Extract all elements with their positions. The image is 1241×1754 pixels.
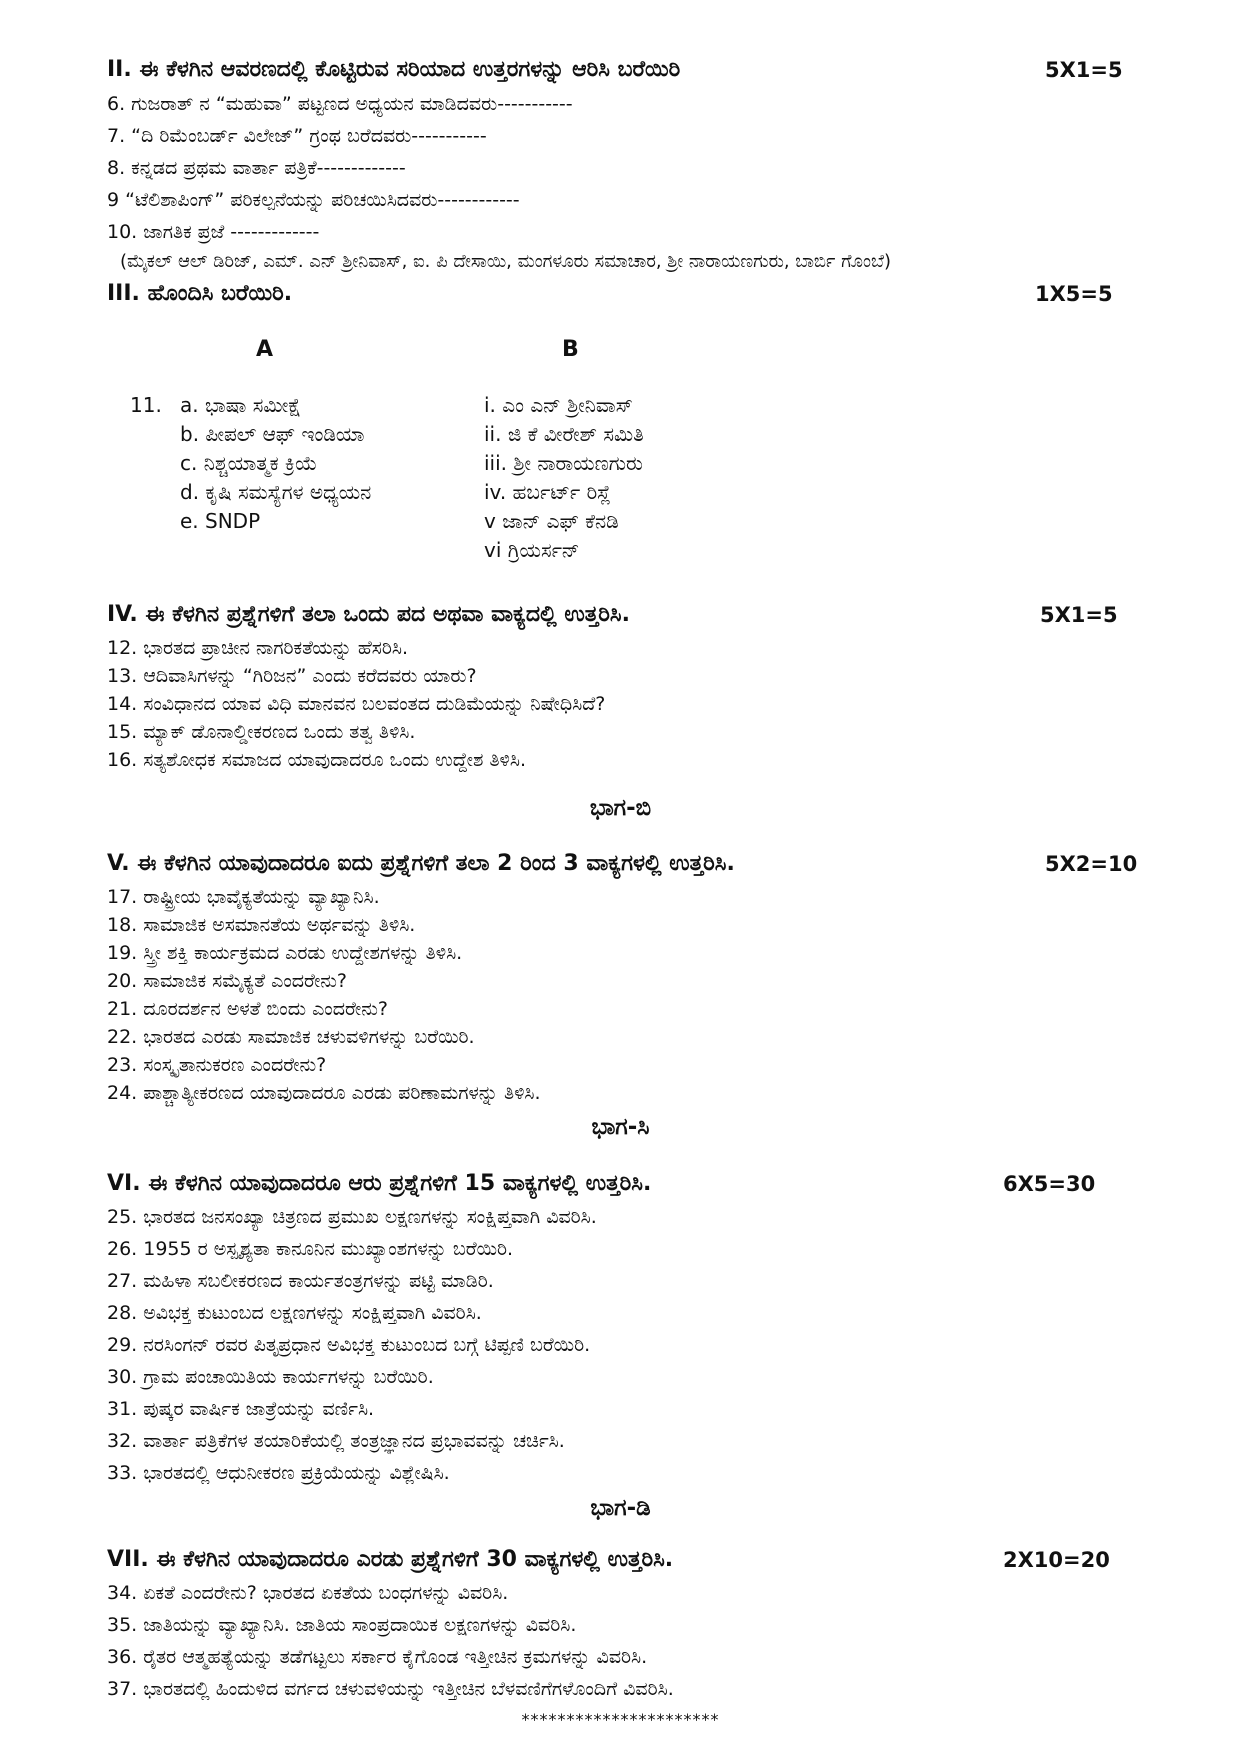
question-17: 17. ರಾಷ್ಟ್ರೀಯ ಭಾವೈಕ್ಯತೆಯನ್ನು ವ್ಯಾಖ್ಯಾನಿಸಿ. — [107, 886, 380, 908]
section-2-options: (ಮೈಕಲ್ ಆಲ್ ಡಿರಿಜ್, ಎಮ್. ಎನ್ ಶ್ರೀನಿವಾಸ್, ಐ. ಪಿ ದೇಸಾಯಿ, ಮಂಗಳೂರು ಸಮಾಚಾರ, ಶ್ರೀ ನಾರಾಯಣಗುರು, ಬಾರ್ಬಿ ಗೊಂಬೆ) — [120, 251, 892, 272]
question-6: 6. ಗುಜರಾತ್ ನ “ಮಹುವಾ” ಪಟ್ಟಣದ ಅಧ್ಯಯನ ಮಾಡಿದವರು----------- — [107, 93, 573, 115]
question-16: 16. ಸತ್ಯಶೋಧಕ ಸಮಾಜದ ಯಾವುದಾದರೂ ಒಂದು ಉದ್ದೇಶ ತಿಳಿಸಿ. — [107, 749, 526, 771]
question-15: 15. ಮ್ಯಾಕ್ ಡೊನಾಲ್ಡೀಕರಣದ ಒಂದು ತತ್ವ ತಿಳಿಸಿ. — [107, 721, 416, 743]
question-21: 21. ದೂರದರ್ಶನ ಅಳತೆ ಬಿಂದು ಎಂದರೇನು? — [107, 998, 388, 1020]
match-a-item: b. ಪೀಪಲ್ ಆಫ್ ಇಂಡಿಯಾ — [180, 422, 365, 446]
section-5-marks: 5X2=10 — [1045, 852, 1138, 876]
question-11-number: 11. — [130, 393, 162, 417]
section-7-heading: VII. ಈ ಕೆಳಗಿನ ಯಾವುದಾದರೂ ಎರಡು ಪ್ರಶ್ನೆಗಳಿಗೆ 30 ವಾಕ್ಯಗಳಲ್ಲಿ ಉತ್ತರಿಸಿ. — [107, 1547, 674, 1572]
section-6-marks: 6X5=30 — [1003, 1172, 1096, 1196]
part-b-title: ಭಾಗ-ಬಿ — [589, 795, 652, 821]
question-26: 26. 1955 ರ ಅಸ್ಪೃಶ್ಯತಾ ಕಾನೂನಿನ ಮುಖ್ಯಾಂಶಗಳನ್ನು ಬರೆಯಿರಿ. — [107, 1238, 514, 1260]
section-2-marks: 5X1=5 — [1045, 58, 1123, 82]
question-35: 35. ಜಾತಿಯನ್ನು ವ್ಯಾಖ್ಯಾನಿಸಿ. ಜಾತಿಯ ಸಾಂಪ್ರದಾಯಿಕ ಲಕ್ಷಣಗಳನ್ನು ವಿವರಿಸಿ. — [107, 1614, 577, 1636]
match-a-item: e. SNDP — [180, 509, 261, 533]
question-25: 25. ಭಾರತದ ಜನಸಂಖ್ಯಾ ಚಿತ್ರಣದ ಪ್ರಮುಖ ಲಕ್ಷಣಗಳನ್ನು ಸಂಕ್ಷಿಪ್ತವಾಗಿ ವಿವರಿಸಿ. — [107, 1206, 597, 1228]
question-13: 13. ಆದಿವಾಸಿಗಳನ್ನು “ಗಿರಿಜನ” ಎಂದು ಕರೆದವರು ಯಾರು? — [107, 665, 477, 687]
question-23: 23. ಸಂಸ್ಕೃತಾನುಕರಣ ಎಂದರೇನು? — [107, 1054, 327, 1076]
match-a-item: d. ಕೃಷಿ ಸಮಸ್ಯೆಗಳ ಅಧ್ಯಯನ — [180, 480, 372, 504]
question-19: 19. ಸ್ತ್ರೀ ಶಕ್ತಿ ಕಾರ್ಯಕ್ರಮದ ಎರಡು ಉದ್ದೇಶಗಳನ್ನು ತಿಳಿಸಿ. — [107, 942, 463, 964]
question-24: 24. ಪಾಶ್ಚಾತ್ಯೀಕರಣದ ಯಾವುದಾದರೂ ಎರಡು ಪರಿಣಾಮಗಳನ್ನು ತಿಳಿಸಿ. — [107, 1082, 541, 1104]
question-27: 27. ಮಹಿಳಾ ಸಬಲೀಕರಣದ ಕಾರ್ಯತಂತ್ರಗಳನ್ನು ಪಟ್ಟಿ ಮಾಡಿರಿ. — [107, 1270, 494, 1292]
match-column-a-title: A — [256, 337, 274, 362]
match-column-b-title: B — [562, 337, 579, 362]
question-32: 32. ವಾರ್ತಾ ಪತ್ರಿಕೆಗಳ ತಯಾರಿಕೆಯಲ್ಲಿ ತಂತ್ರಜ್ಞಾನದ ಪ್ರಭಾವವನ್ನು ಚರ್ಚಿಸಿ. — [107, 1430, 565, 1452]
question-28: 28. ಅವಿಭಕ್ತ ಕುಟುಂಬದ ಲಕ್ಷಣಗಳನ್ನು ಸಂಕ್ಷಿಪ್ತವಾಗಿ ವಿವರಿಸಿ. — [107, 1302, 482, 1324]
question-36: 36. ರೈತರ ಆತ್ಮಹತ್ಯೆಯನ್ನು ತಡೆಗಟ್ಟಲು ಸರ್ಕಾರ ಕೈಗೊಂಡ ಇತ್ತೀಚಿನ ಕ್ರಮಗಳನ್ನು ವಿವರಿಸಿ. — [107, 1646, 648, 1668]
section-4-heading: IV. ಈ ಕೆಳಗಿನ ಪ್ರಶ್ನೆಗಳಿಗೆ ತಲಾ ಒಂದು ಪದ ಅಥವಾ ವಾಕ್ಯದಲ್ಲಿ ಉತ್ತರಿಸಿ. — [107, 602, 630, 627]
question-20: 20. ಸಾಮಾಜಿಕ ಸಮೈಕ್ಯತೆ ಎಂದರೇನು? — [107, 970, 347, 992]
question-14: 14. ಸಂವಿಧಾನದ ಯಾವ ವಿಧಿ ಮಾನವನ ಬಲವಂತದ ದುಡಿಮೆಯನ್ನು ನಿಷೇಧಿಸಿದೆ? — [107, 693, 606, 715]
section-3-heading: III. ಹೊಂದಿಸಿ ಬರೆಯಿರಿ. — [107, 281, 293, 306]
match-b-item: iv. ಹರ್ಬರ್ಟ್ ರಿಸ್ಲೆ — [484, 480, 611, 504]
part-c-title: ಭಾಗ-ಸಿ — [591, 1114, 650, 1140]
question-18: 18. ಸಾಮಾಜಿಕ ಅಸಮಾನತೆಯ ಅರ್ಥವನ್ನು ತಿಳಿಸಿ. — [107, 914, 416, 936]
match-b-item: i. ಎಂ ಎನ್ ಶ್ರೀನಿವಾಸ್ — [484, 393, 633, 417]
match-a-item: a. ಭಾಷಾ ಸಮೀಕ್ಷೆ — [180, 393, 302, 417]
match-b-item: vi ಗ್ರಿಯರ್ಸನ್ — [484, 538, 580, 562]
match-b-item: v ಜಾನ್ ಎಫ್ ಕೆನಡಿ — [484, 509, 619, 533]
question-22: 22. ಭಾರತದ ಎರಡು ಸಾಮಾಜಿಕ ಚಳುವಳಿಗಳನ್ನು ಬರೆಯಿರಿ. — [107, 1026, 475, 1048]
question-10: 10. ಜಾಗತಿಕ ಪ್ರಜೆ ------------- — [107, 221, 320, 243]
question-30: 30. ಗ್ರಾಮ ಪಂಚಾಯಿತಿಯ ಕಾರ್ಯಗಳನ್ನು ಬರೆಯಿರಿ. — [107, 1366, 434, 1388]
question-9: 9 “ಟೆಲಿಶಾಪಿಂಗ್” ಪರಿಕಲ್ಪನೆಯನ್ನು ಪರಿಚಯಿಸಿದವರು------------ — [107, 189, 520, 211]
part-d-title: ಭಾಗ-ಡಿ — [590, 1495, 651, 1521]
question-7: 7. “ದಿ ರಿಮೆಂಬರ್ಡ್ ವಿಲೇಜ್” ಗ್ರಂಥ ಬರೆದವರು----------- — [107, 125, 487, 147]
question-31: 31. ಪುಷ್ಕರ ವಾರ್ಷಿಕ ಜಾತ್ರೆಯನ್ನು ವರ್ಣಿಸಿ. — [107, 1398, 375, 1420]
question-34: 34. ಏಕತೆ ಎಂದರೇನು? ಭಾರತದ ಏಕತೆಯ ಬಂಧಗಳನ್ನು ವಿವರಿಸಿ. — [107, 1582, 509, 1604]
question-29: 29. ನರಸಿಂಗನ್ ರವರ ಪಿತೃಪ್ರಧಾನ ಅವಿಭಕ್ತ ಕುಟುಂಬದ ಬಗ್ಗೆ ಟಿಪ್ಪಣಿ ಬರೆಯಿರಿ. — [107, 1334, 591, 1356]
section-3-marks: 1X5=5 — [1035, 282, 1113, 306]
match-b-item: ii. ಜಿ ಕೆ ವೀರೇಶ್ ಸಮಿತಿ — [484, 422, 644, 446]
question-8: 8. ಕನ್ನಡದ ಪ್ರಥಮ ವಾರ್ತಾ ಪತ್ರಿಕೆ------------- — [107, 157, 406, 179]
section-7-marks: 2X10=20 — [1003, 1548, 1110, 1572]
section-4-marks: 5X1=5 — [1040, 603, 1118, 627]
end-of-paper-marker: ********************** — [521, 1710, 720, 1729]
section-6-heading: VI. ಈ ಕೆಳಗಿನ ಯಾವುದಾದರೂ ಆರು ಪ್ರಶ್ನೆಗಳಿಗೆ 15 ವಾಕ್ಯಗಳಲ್ಲಿ ಉತ್ತರಿಸಿ. — [107, 1171, 652, 1196]
section-5-heading: V. ಈ ಕೆಳಗಿನ ಯಾವುದಾದರೂ ಐದು ಪ್ರಶ್ನೆಗಳಿಗೆ ತಲಾ 2 ರಿಂದ 3 ವಾಕ್ಯಗಳಲ್ಲಿ ಉತ್ತರಿಸಿ. — [107, 851, 735, 876]
match-a-item: c. ನಿಶ್ಚಯಾತ್ಮಕ ಕ್ರಿಯೆ — [180, 451, 318, 475]
question-37: 37. ಭಾರತದಲ್ಲಿ ಹಿಂದುಳಿದ ವರ್ಗದ ಚಳುವಳಿಯನ್ನು ಇತ್ತೀಚಿನ ಬೆಳವಣಿಗೆಗಳೊಂದಿಗೆ ವಿವರಿಸಿ. — [107, 1678, 674, 1700]
match-b-item: iii. ಶ್ರೀ ನಾರಾಯಣಗುರು — [484, 451, 643, 475]
question-33: 33. ಭಾರತದಲ್ಲಿ ಆಧುನೀಕರಣ ಪ್ರಕ್ರಿಯೆಯನ್ನು ವಿಶ್ಲೇಷಿಸಿ. — [107, 1462, 450, 1484]
question-12: 12. ಭಾರತದ ಪ್ರಾಚೀನ ನಾಗರಿಕತೆಯನ್ನು ಹೆಸರಿಸಿ. — [107, 637, 409, 659]
section-2-heading: II. ಈ ಕೆಳಗಿನ ಆವರಣದಲ್ಲಿ ಕೊಟ್ಟಿರುವ ಸರಿಯಾದ ಉತ್ತರಗಳನ್ನು ಆರಿಸಿ ಬರೆಯಿರಿ — [107, 57, 681, 82]
